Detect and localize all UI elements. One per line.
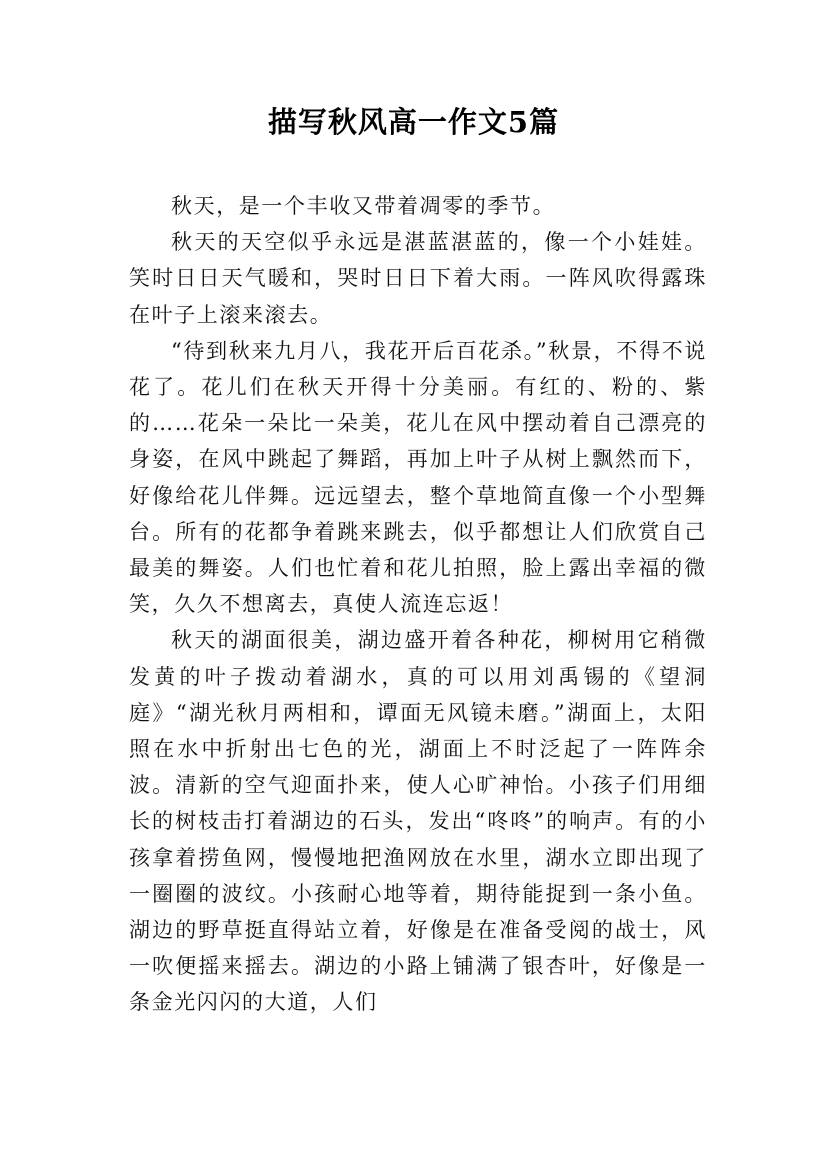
paragraph-2: 秋天的天空似乎永远是湛蓝湛蓝的，像一个小娃娃。笑时日日天气暖和，哭时日日下着大雨。一阵风吹得露珠在叶子上滚来滚去。 [129,230,707,327]
document-title: 描写秋风高一作文5篇 [267,105,560,139]
paragraph-3: “待到秋来九月八，我花开后百花杀。”秋景，不得不说花了。花儿们在秋天开得十分美丽。有红的、粉的、紫的……花朵一朵比一朵美，花儿在风中摆动着自己漂亮的身姿，在风中跳起了舞蹈，再加上叶子从树上飘然而下，好像给花儿伴舞。远远望去，整个草地简直像一个小型舞台。所有的花都争着跳来跳去，似乎都想让人们欣赏自己最美的舞姿。人们也忙着和花儿拍照，脸上露出幸福的微笑，久久不想离去，真使人流连忘返！ [129,338,707,617]
paragraph-1: 秋天，是一个丰收又带着凋零的季节。 [171,194,556,218]
paragraph-4: 秋天的湖面很美，湖边盛开着各种花，柳树用它稍微发黄的叶子拨动着湖水，真的可以用刘禹锡的《望洞庭》“湖光秋月两相和，谭面无风镜未磨。”湖面上，太阳照在水中折射出七色的光，湖面上不时泛起了一阵阵余波。清新的空气迎面扑来，使人心旷神怡。小孩子们用细长的树枝击打着湖边的石头，发出“咚咚”的响声。有的小孩拿着捞鱼网，慢慢地把渔网放在水里，湖水立即出现了一圈圈的波纹。小孩耐心地等着，期待能捉到一条小鱼。湖边的野草挺直得站立着，好像是在准备受阅的战士，风一吹便摇来摇去。湖边的小路上铺满了银杏叶，好像是一条金光闪闪的大道，人们 [129,628,707,1015]
document-body [129,188,707,1021]
